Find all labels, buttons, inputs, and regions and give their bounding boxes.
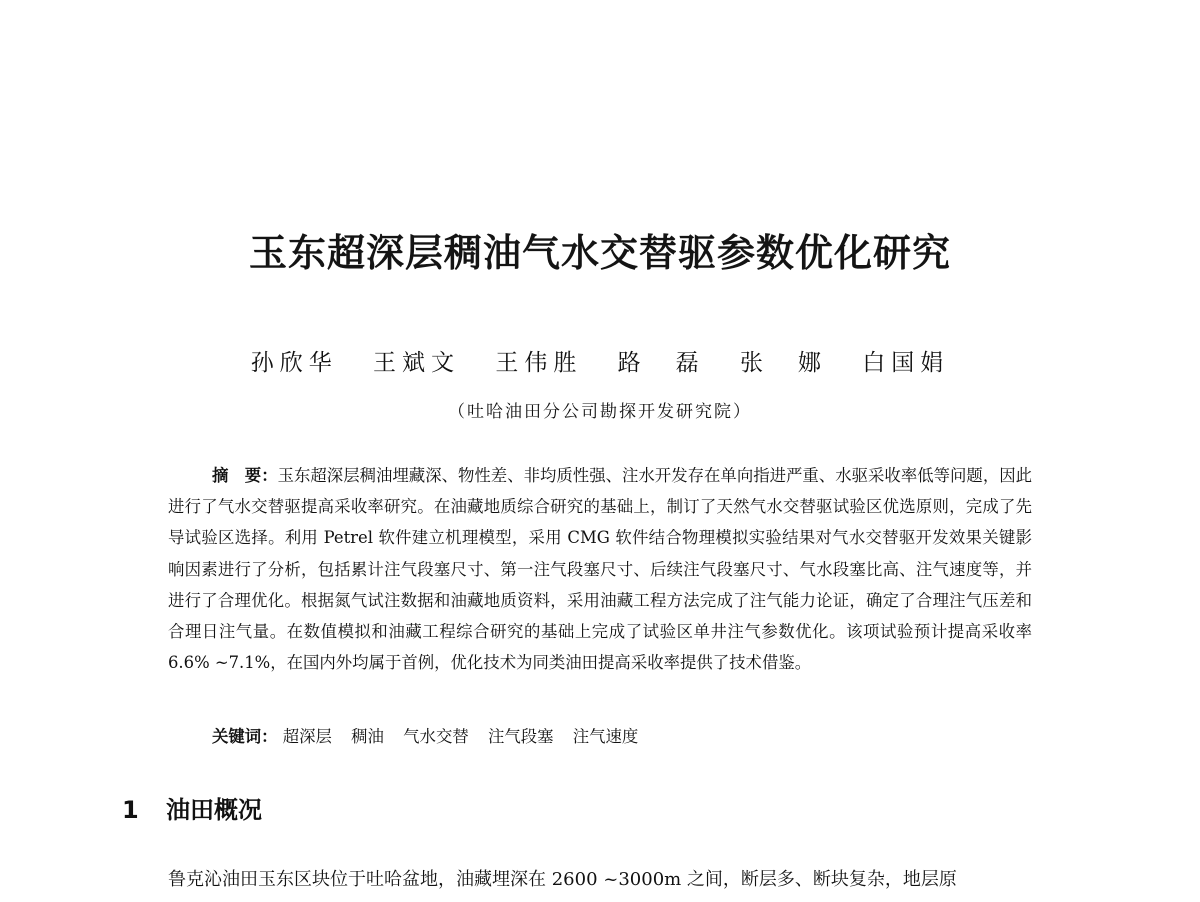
affiliation: （吐哈油田分公司勘探开发研究院）: [448, 402, 752, 422]
author-name: 路 磊: [617, 350, 705, 376]
section-number: 1: [122, 796, 139, 824]
keyword: 注气速度: [572, 727, 639, 746]
abstract-label: 摘 要：: [212, 466, 278, 485]
abstract-paragraph: [168, 460, 1032, 678]
author-name: 孙欣华: [250, 350, 338, 376]
paper-title: 玉东超深层稠油气水交替驱参数优化研究: [248, 231, 951, 275]
author-name: 白国娟: [862, 350, 950, 376]
section-body-text: 鲁克沁油田玉东区块位于吐哈盆地，油藏埋深在 2600 ~3000m 之间，断层多、断块复杂，地层原: [168, 869, 957, 890]
keywords: [212, 723, 652, 751]
keyword: 气水交替: [403, 727, 469, 746]
author-list: [0, 344, 1200, 377]
abstract-text: 玉东超深层稠油埋藏深、物性差、非均质性强、注水开发存在单向指进严重、水驱采收率低等问题，因此进行了气水交替驱提高采收率研究。在油藏地质综合研究的基础上，制订了天然气水交替驱试验区优选原则，完成了先导试验区选择。利用 Petrel 软件建立机理模型，采用 CMG 软件结合物理模拟实验结果对气水交替驱开发效果关键影响因素进行了分析，包括累计注气段塞尺寸、第一注气段塞尺寸、后续注气段塞尺寸、气水段塞比高、注气速度等，并进行了合理优化。根据氮气试注数据和油藏地质资料，采用油藏工程方法完成了注气能力论证，确定了合理注气压差和合理日注气量。在数值模拟和油藏工程综合研究的基础上完成了试验区单井注气参数优化。该项试验预计提高采收率 6.6% ~7.1%，在国内外均属于首例，优化技术为同类油田提高采收率提供了技术借鉴。: [168, 466, 1033, 673]
author-name: 王斌文: [373, 350, 461, 376]
keyword: 稠油: [351, 727, 384, 746]
abstract: [168, 460, 1032, 678]
author-name: 张 娜: [739, 350, 827, 376]
section-title: 油田概况: [166, 796, 262, 824]
keywords-label: 关键词：: [212, 727, 278, 746]
keyword: 超深层: [282, 727, 332, 746]
keyword: 注气段塞: [487, 727, 554, 746]
author-name: 王伟胜: [495, 350, 583, 376]
section-heading: [122, 790, 262, 825]
